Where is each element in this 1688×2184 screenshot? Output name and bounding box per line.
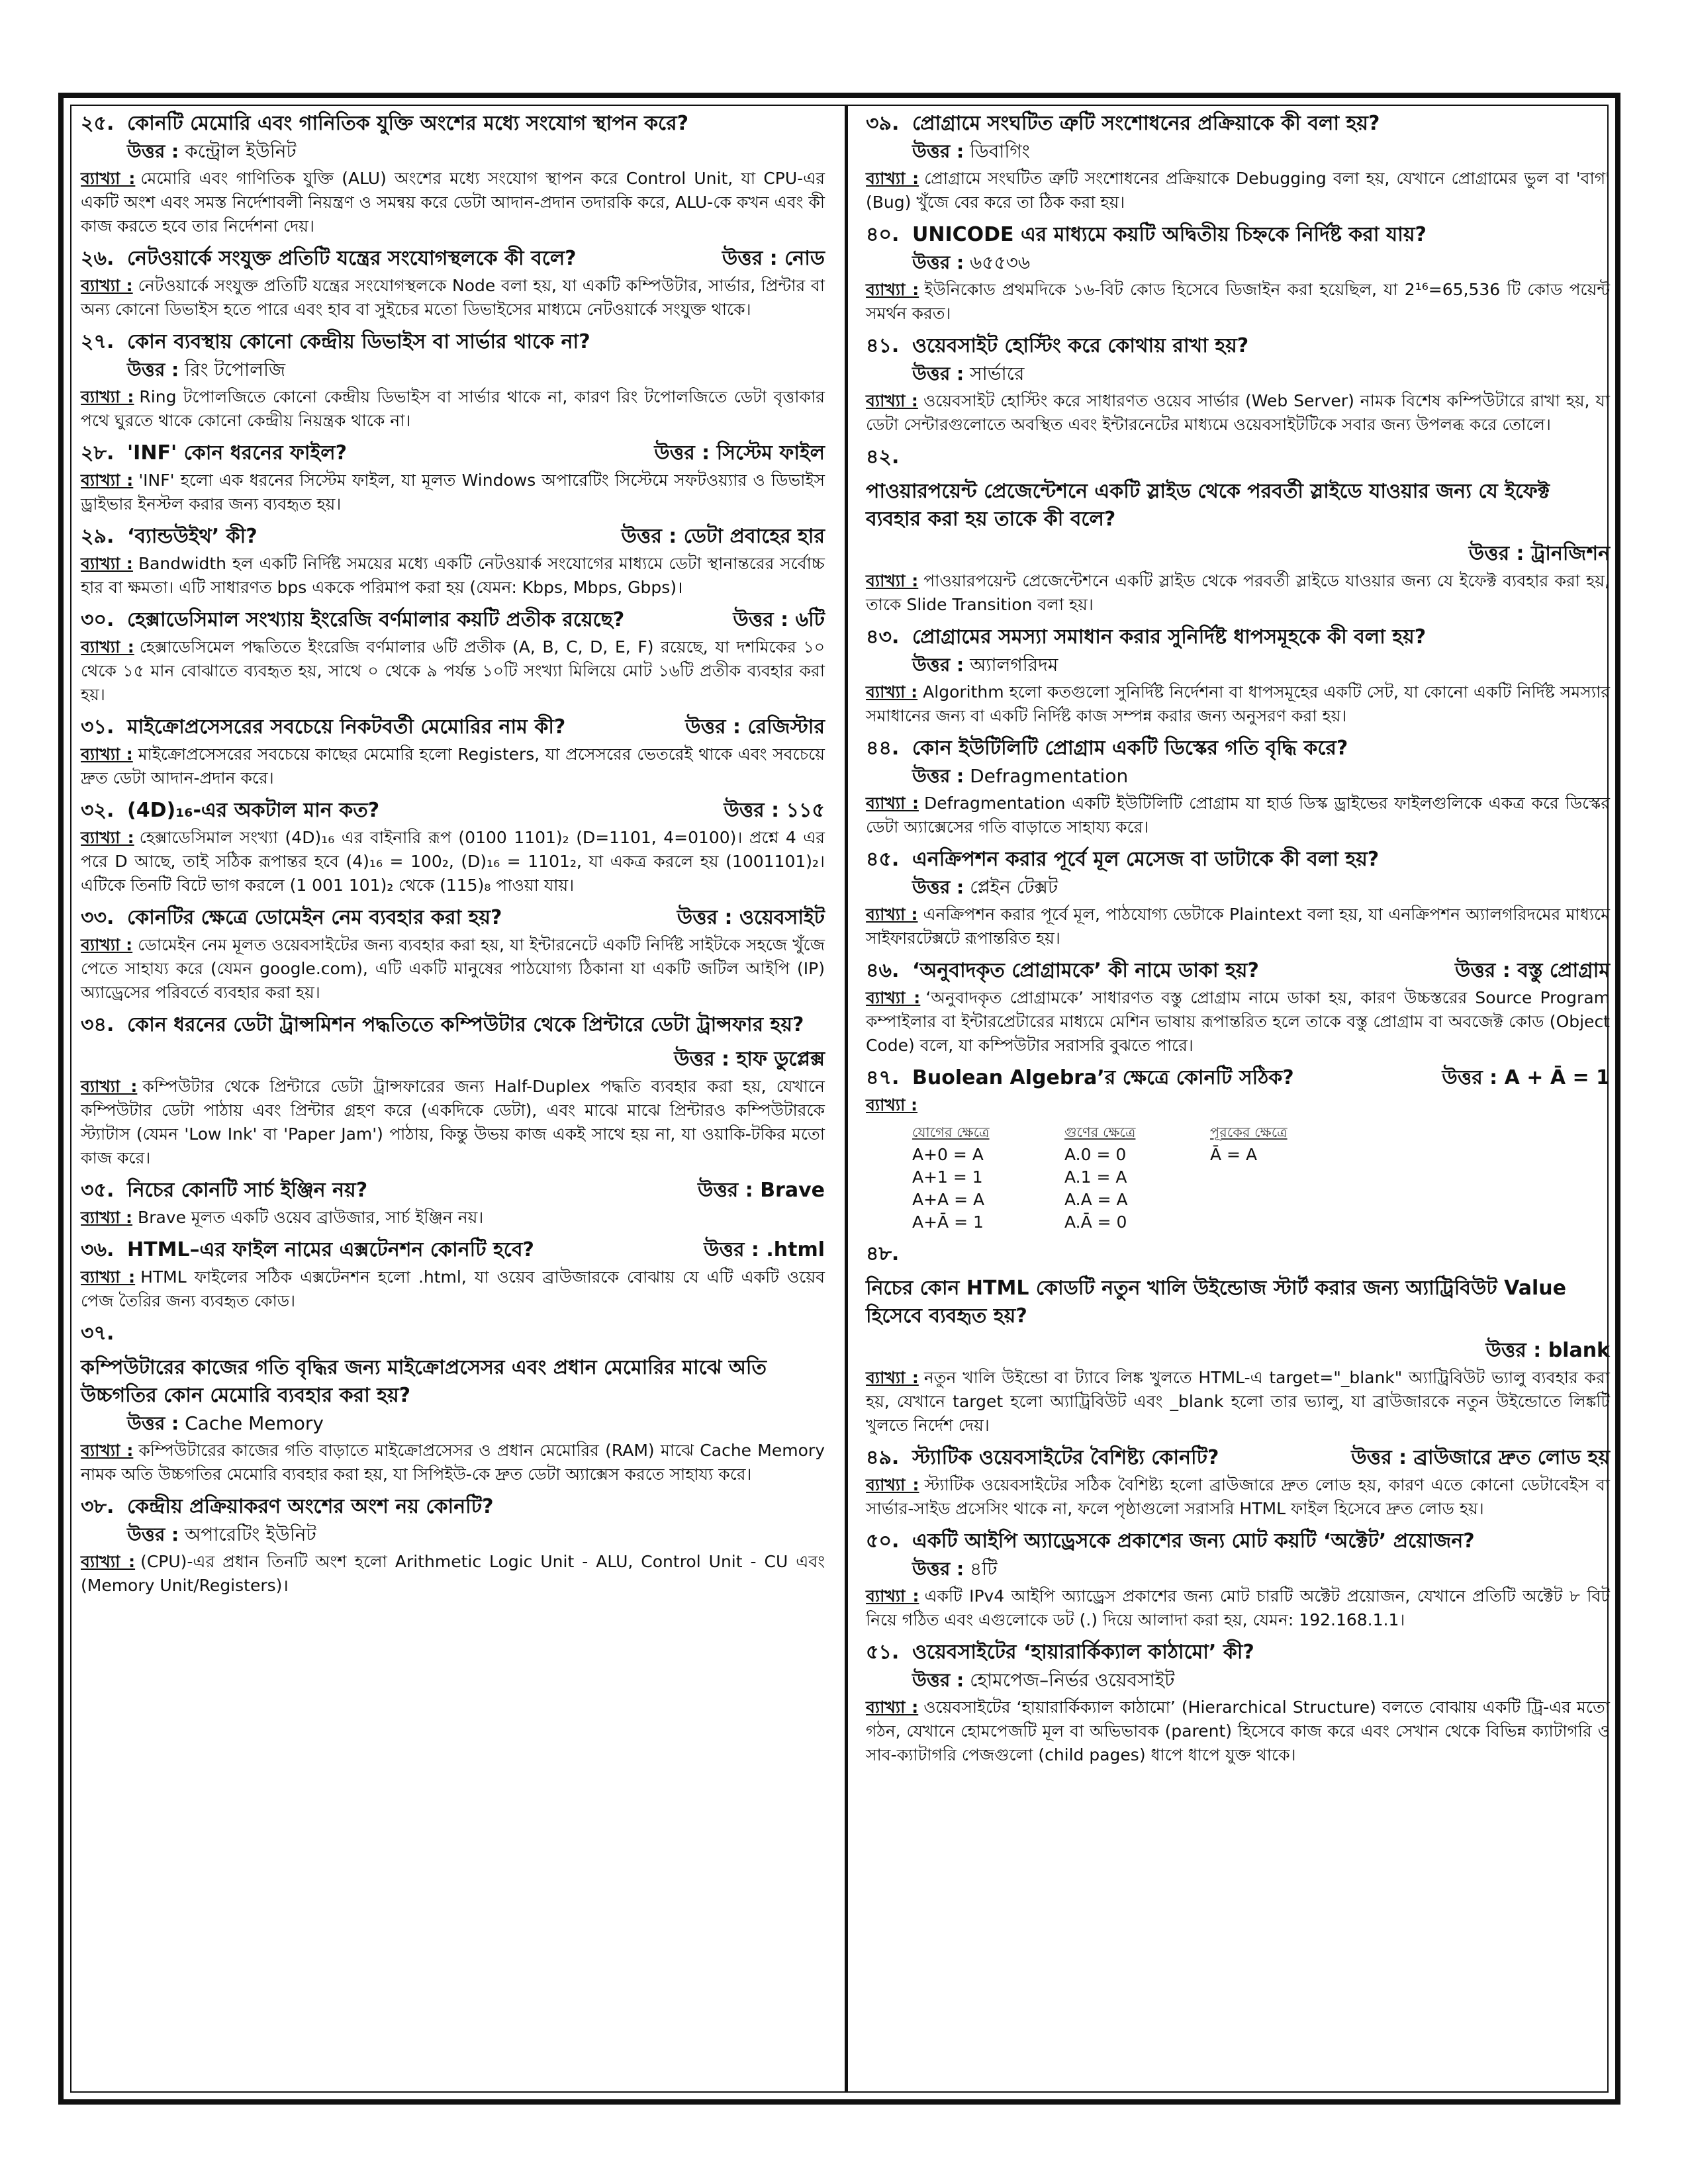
boolean-table-cell: A.Ā = 0 xyxy=(1064,1212,1127,1232)
question-block xyxy=(81,1493,825,1598)
boolean-table-cell: A+A = A xyxy=(912,1190,985,1209)
answer-label: উত্তর : xyxy=(704,1238,759,1261)
answer-value: ৪টি xyxy=(970,1558,998,1580)
explanation xyxy=(866,278,1610,326)
question-text: HTML–এর ফাইল নামের এক্সটেনশন কোনটি হবে? xyxy=(127,1238,534,1261)
answer-label: উত্তর : xyxy=(912,140,964,162)
question-block xyxy=(81,606,825,707)
answer-value: প্লেইন টেক্সট xyxy=(970,876,1058,898)
left-column xyxy=(81,110,825,1604)
answer-value: অপারেটিং ইউনিট xyxy=(185,1524,316,1545)
boolean-table-cell: A+Ā = 1 xyxy=(912,1212,984,1232)
question-block xyxy=(81,328,825,433)
answer-line xyxy=(866,651,1610,679)
explanation xyxy=(81,826,825,897)
explanation-label: ব্যাখ্যা : xyxy=(866,391,918,410)
explanation xyxy=(81,167,825,238)
explanation-label: ব্যাখ্যা : xyxy=(866,682,918,702)
question-block xyxy=(866,1527,1610,1632)
answer-line xyxy=(866,1666,1610,1694)
question-line xyxy=(81,1011,825,1073)
answer-line xyxy=(866,1555,1610,1583)
question-line xyxy=(866,332,1610,360)
explanation-text: ডোমেইন নেম মূলত ওয়েবসাইটের জন্য ব্যবহার করা হয়, যা ইন্টারনেটে একটি নির্দিষ্ট সাইটকে সহজে খুঁজে পেতে সাহায্য করে (যেমন google.com), এটি একটি মানুষের পাঠযোগ্য ঠিকানা যা একটি জটিল আইপি (IP) অ্যাড্রেসের পরিবর্তে ব্যবহার করা হয়। xyxy=(81,935,825,1002)
answer-inline xyxy=(674,1046,825,1073)
question-block xyxy=(81,523,825,600)
question-line xyxy=(81,1493,825,1521)
explanation-label: ব্যাখ্যা : xyxy=(81,935,133,954)
question-text: মাইক্রোপ্রসেসরের সবচেয়ে নিকটবর্তী মেমোরির নাম কী? xyxy=(127,715,566,739)
column-divider xyxy=(845,105,848,2093)
question-number: ৫০. xyxy=(866,1529,900,1553)
explanation-text: ওয়েবসাইটের ‘হায়ারার্কিক্যাল কাঠামো’ (Hierarchical Structure) বলতে বোঝায় একটি ট্রি-এর মতো গঠন, যেখানে হোমপেজটি মূল বা অভিভাবক (parent) হিসেবে কাজ করে এবং সেখান থেকে বিভিন্ন ক্যাটাগরি ও সাব-ক্যাটাগরি পেজগুলো (child pages) ধাপে ধাপে যুক্ত থাকে। xyxy=(866,1698,1610,1764)
question-number: ৩৮. xyxy=(81,1495,115,1518)
answer-value: রেজিস্টার xyxy=(747,715,825,739)
explanation-label: ব্যাখ্যা : xyxy=(81,1552,136,1571)
answer-value: ৬টি xyxy=(795,608,825,631)
answer-label: উত্তর : xyxy=(912,765,964,787)
explanation-label: ব্যাখ্যা : xyxy=(866,1095,918,1115)
question-block xyxy=(81,110,825,238)
question-number: ৪৬. xyxy=(866,959,900,982)
explanation-text: কম্পিউটার থেকে প্রিন্টারে ডেটা ট্রান্সফারের জন্য Half-Duplex পদ্ধতি ব্যবহার করা হয়, যেখানে কম্পিউটার ডেটা পাঠায় এবং প্রিন্টার গ্রহণ করে (একদিকে ডেটা), এবং মাঝে মাঝে প্রিন্টারও কম্পিউটারকে স্ট্যাটাস (যেমন 'Low Ink' বা 'Paper Jam') পাঠায়, কিন্তু উভয় কাজ একই সাথে হয় না, যা ওয়াকি-টকির মতো কাজ করে। xyxy=(81,1077,825,1167)
question-block xyxy=(866,735,1610,839)
question-block xyxy=(866,1240,1610,1437)
question-line xyxy=(866,1639,1610,1666)
answer-value: নোড xyxy=(784,247,825,270)
boolean-table-header: যোগের ক্ষেত্রে xyxy=(912,1124,990,1140)
explanation-text: ওয়েবসাইট হোস্টিং করে সাধারণত ওয়েব সার্ভার (Web Server) নামক বিশেষ কম্পিউটারে রাখা হয়, যা ডেটা সেন্টারগুলোতে অবস্থিত এবং ইন্টারনেটের মাধ্যমে ওয়েবসাইটটিকে সবার জন্য উপলব্ধ করে তোলে। xyxy=(866,391,1610,434)
question-block xyxy=(866,1444,1610,1521)
answer-label: উত্তর : xyxy=(1468,542,1524,565)
question-text: স্ট্যাটিক ওয়েবসাইটের বৈশিষ্ট্য কোনটি? xyxy=(912,1446,1219,1469)
answer-line xyxy=(866,874,1610,901)
question-text: হেক্সাডেসিমাল সংখ্যায় ইংরেজি বর্ণমালার কয়টি প্রতীক রয়েছে? xyxy=(127,608,625,631)
question-block xyxy=(866,623,1610,728)
question-text: কেন্দ্রীয় প্রক্রিয়াকরণ অংশের অংশ নয় কোনটি? xyxy=(127,1495,494,1518)
answer-label: উত্তর : xyxy=(1442,1066,1498,1089)
question-block xyxy=(81,713,825,790)
answer-label: উত্তর : xyxy=(1485,1339,1542,1362)
boolean-table-cell xyxy=(1210,1166,1342,1189)
explanation-text: 'INF' হলো এক ধরনের সিস্টেম ফাইল, যা মূলত Windows অপারেটিং সিস্টেমে সফটওয়্যার ও ডিভাইস ড্রাইভার ইনস্টল করার জন্য ব্যবহৃত হয়। xyxy=(81,471,825,514)
explanation-label: ব্যাখ্যা : xyxy=(81,387,134,406)
explanation-label: ব্যাখ্যা : xyxy=(866,794,919,813)
answer-label: উত্তর : xyxy=(912,363,964,385)
explanation-label: ব্যাখ্যা : xyxy=(81,471,134,490)
explanation-label: ব্যাখ্যা : xyxy=(81,1267,136,1287)
explanation xyxy=(81,635,825,707)
question-number: ৩৩. xyxy=(81,906,115,929)
answer-value: ডিবাগিং xyxy=(970,140,1030,162)
question-block xyxy=(866,221,1610,326)
answer-value: ডেটা প্রবাহের হার xyxy=(683,525,825,548)
answer-inline xyxy=(654,439,825,467)
explanation-label: ব্যাখ্যা : xyxy=(81,1077,138,1096)
question-block xyxy=(866,846,1610,950)
question-number: ২৫. xyxy=(81,112,115,135)
answer-value: ১১৫ xyxy=(786,799,825,822)
question-text: কোনটির ক্ষেত্রে ডোমেইন নেম ব্যবহার করা হয়? xyxy=(127,906,502,929)
answer-label: উত্তর : xyxy=(654,441,710,465)
answer-inline xyxy=(677,904,825,932)
answer-value: হোমপেজ–নির্ভর ওয়েবসাইট xyxy=(970,1669,1175,1691)
answer-inline xyxy=(733,606,825,634)
explanation-text: কম্পিউটারের কাজের গতি বাড়াতে মাইক্রোপ্রসেসর ও প্রধান মেমোরির (RAM) মাঝে Cache Memory নামক অতি উচ্চগতির মেমোরি ব্যবহার করা হয়, যা সিপিইউ-কে দ্রুত ডেটা অ্যাক্সেস করতে সাহায্য করে। xyxy=(81,1441,825,1484)
explanation xyxy=(81,552,825,600)
explanation xyxy=(866,986,1610,1058)
explanation xyxy=(866,1584,1610,1632)
question-block xyxy=(81,904,825,1005)
explanation-text: হেক্সাডেসিমেল পদ্ধতিতে ইংরেজি বর্ণমালার ৬টি প্রতীক (A, B, C, D, E, F) রয়েছে, যা দশমিকের ১০ থেকে ১৫ মান বোঝাতে ব্যবহৃত হয়, সাথে ০ থেকে ৯ পর্যন্ত ১০টি সংখ্যা মিলিয়ে মোট ১৬টি প্রতীক ব্যবহার করা হয়। xyxy=(81,637,825,704)
answer-label: উত্তর : xyxy=(677,906,733,929)
question-text: প্রোগ্রামের সমস্যা সমাধান করার সুনির্দিষ্ট ধাপসমূহকে কী বলা হয়? xyxy=(912,625,1427,649)
question-number: ২৬. xyxy=(81,247,115,270)
answer-inline xyxy=(722,245,825,273)
answer-label: উত্তর : xyxy=(912,251,964,273)
question-number: ৪৩. xyxy=(866,625,900,649)
question-block xyxy=(866,332,1610,437)
answer-value: সিস্টেম ফাইল xyxy=(716,441,825,465)
question-block xyxy=(81,1320,825,1486)
explanation-label: ব্যাখ্যা : xyxy=(866,1698,919,1717)
answer-inline xyxy=(1485,1337,1610,1365)
answer-line xyxy=(81,138,825,165)
answer-value: ওয়েবসাইট xyxy=(739,906,825,929)
question-line xyxy=(866,221,1610,249)
explanation xyxy=(866,1366,1610,1437)
explanation-label: ব্যাখ্যা : xyxy=(81,1208,133,1227)
explanation-text: Brave মূলত একটি ওয়েব ব্রাউজার, সার্চ ইঞ্জিন নয়। xyxy=(138,1208,484,1227)
explanation-text: Ring টপোলজিতে কোনো কেন্দ্রীয় ডিভাইস বা সার্ভার থাকে না, কারণ রিং টপোলজিতে ডেটা বৃত্তাকার পথে ঘুরতে থাকে কোনো কেন্দ্রীয় নিয়ন্ত্রক থাকে না। xyxy=(81,387,825,430)
question-text: কম্পিউটারের কাজের গতি বৃদ্ধির জন্য মাইক্রোপ্রসেসর এবং প্রধান মেমোরির মাঝে অতি উচ্চগতির কোন মেমোরি ব্যবহার করা হয়? xyxy=(81,1356,767,1407)
question-text: কোন ইউটিলিটি প্রোগ্রাম একটি ডিস্কের গতি বৃদ্ধি করে? xyxy=(912,737,1348,760)
answer-value: .html xyxy=(766,1238,825,1261)
explanation-text: মাইক্রোপ্রসেসরের সবচেয়ে কাছের মেমোরি হলো Registers, যা প্রসেসরের ভেতরেই থাকে এবং সবচেয়ে দ্রুত ডেটা আদান-প্রদান করে। xyxy=(81,745,825,788)
answer-inline xyxy=(1469,540,1610,568)
explanation-text: নতুন খালি উইন্ডো বা ট্যাবে লিঙ্ক খুলতে HTML-এ target="_blank" অ্যাট্রিবিউট ভ্যালু ব্যবহার করা হয়, যেখানে target হলো অ্যাট্রিবিউট এবং _blank হলো তার ভ্যালু, যা ব্রাউজারকে নতুন উইন্ডোতে লিঙ্কটি খুলতে নির্দেশ দেয়। xyxy=(866,1368,1610,1435)
boolean-table-header: পূরকের ক্ষেত্রে xyxy=(1210,1124,1288,1140)
question-number: ৪০. xyxy=(866,223,900,246)
answer-value: Defragmentation xyxy=(970,765,1129,787)
question-number: ৪২. xyxy=(866,445,900,469)
question-block xyxy=(866,443,1610,617)
answer-line xyxy=(866,360,1610,388)
question-number: ৫১. xyxy=(866,1641,900,1664)
answer-value: ৬৫৫৩৬ xyxy=(970,251,1031,273)
question-text: এনক্রিপশন করার পূর্বে মূল মেসেজ বা ডাটাকে কী বলা হয়? xyxy=(912,848,1380,871)
explanation-text: Defragmentation একটি ইউটিলিটি প্রোগ্রাম যা হার্ড ডিস্ক ড্রাইভের ফাইলগুলিকে একত্র করে ডিস্কের ডেটা অ্যাক্সেসের গতি বাড়াতে সাহায্য করে। xyxy=(866,794,1610,837)
explanation xyxy=(81,1439,825,1486)
question-number: ৪৭. xyxy=(866,1066,900,1089)
question-block xyxy=(81,1011,825,1170)
question-number: ৪৮. xyxy=(866,1242,900,1265)
boolean-table-cell xyxy=(1210,1211,1342,1234)
explanation-text: স্ট্যাটিক ওয়েবসাইটের সঠিক বৈশিষ্ট্য হলো ব্রাউজারে দ্রুত লোড হয়, কারণ এতে কোনো ডেটাবেইস বা সার্ভার-সাইড প্রসেসিং থাকে না, ফলে পৃষ্ঠাগুলো সরাসরি HTML ফাইল হিসেবে দ্রুত লোড হয়। xyxy=(866,1475,1610,1518)
explanation-label: ব্যাখ্যা : xyxy=(81,637,134,657)
explanation xyxy=(81,1265,825,1313)
boolean-table-cell: A+0 = A xyxy=(912,1145,984,1164)
explanation-label: ব্যাখ্যা : xyxy=(866,169,919,188)
question-number: ৩২. xyxy=(81,799,115,822)
question-number: ৪৯. xyxy=(866,1446,900,1469)
explanation-text: ‘অনুবাদকৃত প্রোগ্রামকে’ সাধারণত বস্তু প্রোগ্রাম নামে ডাকা হয়, কারণ উচ্চস্তরের Source Program কম্পাইলার বা ইন্টারপ্রেটারের মাধ্যমে মেশিন ভাষায় রূপান্তরিত হলে তাকে বস্তু প্রোগ্রাম বা অবজেক্ট কোড (Object Code) বলে, যা কম্পিউটার সরাসরি বুঝতে পারে। xyxy=(866,988,1610,1055)
explanation-text: একটি IPv4 আইপি অ্যাড্রেস প্রকাশের জন্য মোট চারটি অক্টেট প্রয়োজন, যেখানে প্রতিটি অক্টেট ৮ বিট নিয়ে গঠিত এবং এগুলোকে ডট (.) দিয়ে আলাদা করা হয়, যেমন: 192.168.1.1। xyxy=(866,1586,1610,1629)
answer-inline xyxy=(1442,1064,1610,1092)
question-line xyxy=(81,1320,825,1410)
explanation-text: হেক্সাডেসিমাল সংখ্যা (4D)₁₆ এর বাইনারি রূপ (0100 1101)₂ (D=1101, 4=0100)। প্রশ্নে 4 এর পরে D আছে, তাই সঠিক রূপান্তর হবে (4)₁₆ = 100₂, (D)₁₆ = 1101₂, যা একত্র করলে হয় (1001101)₂। এটিকে তিনটি বিটে ভাগ করলে (1 001 101)₂ থেকে (115)₈ পাওয়া যায়। xyxy=(81,828,825,895)
answer-inline xyxy=(685,713,825,741)
explanation xyxy=(81,469,825,516)
answer-value: বস্তু প্রোগ্রাম xyxy=(1517,959,1610,982)
question-line xyxy=(866,1064,1610,1092)
question-number: ৩৯. xyxy=(866,112,900,135)
explanation-text: প্রোগ্রামে সংঘটিত ত্রুটি সংশোধনের প্রক্রিয়াকে Debugging বলা হয়, যেখানে প্রোগ্রামের ভুল বা 'বাগ' (Bug) খুঁজে বের করে তা ঠিক করা হয়। xyxy=(866,169,1610,212)
question-text: ওয়েবসাইট হোস্টিং করে কোথায় রাখা হয়? xyxy=(912,334,1249,357)
answer-label: উত্তর : xyxy=(1454,959,1511,982)
answer-value: ব্রাউজারে দ্রুত লোড হয় xyxy=(1413,1446,1610,1469)
answer-label: উত্তর : xyxy=(697,1179,753,1202)
answer-line xyxy=(866,762,1610,790)
answer-inline xyxy=(1455,957,1610,985)
explanation-text: নেটওয়ার্কে সংযুক্ত প্রতিটি যন্ত্রের সংযোগস্থলকে Node বলা হয়, যা একটি কম্পিউটার, সার্ভার, প্রিন্টার বা অন্য কোনো ডিভাইস হতে পারে এবং হাব বা সুইচের মতো ডিভাইসের মাধ্যমে নেটওয়ার্কে সংযুক্ত থাকে। xyxy=(81,276,825,319)
question-text: প্রোগ্রামে সংঘটিত ত্রুটি সংশোধনের প্রক্রিয়াকে কী বলা হয়? xyxy=(912,112,1380,135)
answer-label: উত্তর : xyxy=(127,1524,179,1545)
answer-label: উত্তর : xyxy=(724,799,780,822)
question-line xyxy=(866,846,1610,874)
right-column xyxy=(866,110,1610,1774)
question-number: ৪৫. xyxy=(866,848,900,871)
answer-value: A + Ā = 1 xyxy=(1504,1066,1610,1089)
answer-value: ট্রানজিশন xyxy=(1531,542,1610,565)
question-text: নেটওয়ার্কে সংযুক্ত প্রতিটি যন্ত্রের সংযোগস্থলকে কী বলে? xyxy=(127,247,577,270)
explanation-label: ব্যাখ্যা : xyxy=(81,554,133,573)
question-block xyxy=(866,957,1610,1058)
answer-label: উত্তর : xyxy=(912,654,964,676)
question-number: ৩৭. xyxy=(81,1322,115,1345)
answer-label: উত্তর : xyxy=(912,1669,964,1691)
boolean-table-cell: A.A = A xyxy=(1064,1190,1128,1209)
answer-value: সার্ভারে xyxy=(970,363,1025,385)
question-block xyxy=(866,1064,1610,1234)
answer-label: উত্তর : xyxy=(127,140,179,162)
question-number: ৪১. xyxy=(866,334,900,357)
question-number: ৩৪. xyxy=(81,1013,115,1036)
boolean-table-cell: A+1 = 1 xyxy=(912,1167,983,1187)
answer-inline xyxy=(698,1177,825,1205)
explanation xyxy=(866,569,1610,617)
answer-value: blank xyxy=(1548,1339,1610,1362)
answer-line xyxy=(866,138,1610,165)
question-line xyxy=(81,797,825,825)
explanation-label: ব্যাখ্যা : xyxy=(81,745,133,764)
explanation xyxy=(81,385,825,433)
question-text: নিচের কোন HTML কোডটি নতুন খালি উইন্ডোজ স্টার্ট করার জন্য অ্যাট্রিবিউট Value হিসেবে ব্যবহৃত হয়? xyxy=(866,1277,1566,1328)
question-number: ২৮. xyxy=(81,441,115,465)
answer-label: উত্তর : xyxy=(685,715,741,739)
explanation xyxy=(81,1206,825,1230)
explanation-text: (CPU)-এর প্রধান তিনটি অংশ হলো Arithmetic Logic Unit - ALU, Control Unit - CU এবং (Memory Unit/Registers)। xyxy=(81,1552,825,1595)
answer-value: Brave xyxy=(760,1179,825,1202)
question-number: ৩১. xyxy=(81,715,115,739)
question-line xyxy=(866,623,1610,651)
answer-value: অ্যালগরিদম xyxy=(970,654,1058,676)
answer-line xyxy=(81,1521,825,1549)
explanation xyxy=(866,1473,1610,1521)
explanation xyxy=(866,1093,1610,1117)
answer-label: উত্তর : xyxy=(127,1412,179,1434)
explanation-label: ব্যাখ্যা : xyxy=(81,276,133,295)
question-line xyxy=(866,1240,1610,1365)
question-line xyxy=(81,245,825,273)
explanation xyxy=(81,274,825,322)
question-line xyxy=(866,443,1610,568)
question-line xyxy=(866,110,1610,138)
question-text: কোন ব্যবস্থায় কোনো কেন্দ্রীয় ডিভাইস বা সার্ভার থাকে না? xyxy=(127,330,590,353)
answer-label: উত্তর : xyxy=(912,876,964,898)
question-line xyxy=(81,110,825,138)
explanation-label: ব্যাখ্যা : xyxy=(81,1441,134,1460)
boolean-law-table xyxy=(912,1121,1610,1234)
answer-line xyxy=(81,356,825,384)
question-line xyxy=(866,1527,1610,1555)
boolean-table-cell: A.0 = 0 xyxy=(1064,1145,1127,1164)
question-text: ‘ব্যান্ডউইথ’ কী? xyxy=(127,525,258,548)
answer-label: উত্তর : xyxy=(733,608,789,631)
answer-label: উত্তর : xyxy=(127,359,179,381)
question-number: ৪৪. xyxy=(866,737,900,760)
question-line xyxy=(81,606,825,634)
question-number: ৩০. xyxy=(81,608,115,631)
answer-label: উত্তর : xyxy=(674,1048,730,1071)
explanation-label: ব্যাখ্যা : xyxy=(866,1368,919,1387)
explanation xyxy=(866,1696,1610,1767)
question-number: ৩৬. xyxy=(81,1238,115,1261)
question-text: কোন ধরনের ডেটা ট্রান্সমিশন পদ্ধতিতে কম্পিউটার থেকে প্রিন্টারে ডেটা ট্রান্সফার হয়? xyxy=(127,1013,804,1036)
explanation-label: ব্যাখ্যা : xyxy=(81,828,134,847)
page-frame xyxy=(58,93,1620,2105)
question-block xyxy=(81,245,825,322)
explanation-text: মেমোরি এবং গাণিতিক যুক্তি (ALU) অংশের মধ্যে সংযোগ স্থাপন করে Control Unit, যা CPU-এর একটি অংশ এবং সমস্ত নির্দেশাবলী নিয়ন্ত্রণ ও সমন্বয় করে ডেটা আদান-প্রদান তদারকি করে, ALU-কে কখন এবং কী কাজ করতে হবে তার নির্দেশনা দেয়। xyxy=(81,169,825,236)
explanation-label: ব্যাখ্যা : xyxy=(866,280,919,299)
question-line xyxy=(81,328,825,356)
question-block xyxy=(81,1177,825,1230)
question-block xyxy=(81,439,825,516)
explanation xyxy=(866,167,1610,214)
explanation-label: ব্যাখ্যা : xyxy=(866,571,919,590)
answer-label: উত্তর : xyxy=(1351,1446,1407,1469)
answer-value: কন্ট্রোল ইউনিট xyxy=(185,140,297,162)
boolean-table-header: গুণের ক্ষেত্রে xyxy=(1064,1124,1136,1140)
answer-value: রিং টপোলজি xyxy=(185,359,286,381)
answer-inline xyxy=(1351,1444,1610,1472)
explanation-label: ব্যাখ্যা : xyxy=(866,1586,919,1606)
question-line xyxy=(81,439,825,467)
question-text: কোনটি মেমোরি এবং গানিতিক যুক্তি অংশের মধ্যে সংযোগ স্থাপন করে? xyxy=(127,112,689,135)
explanation-label: ব্যাখ্যা : xyxy=(866,905,918,924)
explanation xyxy=(81,933,825,1005)
question-text: পাওয়ারপয়েন্ট প্রেজেন্টেশনে একটি স্লাইড থেকে পরবর্তী স্লাইডে যাওয়ার জন্য যে ইফেক্ট ব্যবহার করা হয় তাকে কী বলে? xyxy=(866,480,1550,531)
question-line xyxy=(81,713,825,741)
question-block xyxy=(866,1639,1610,1767)
explanation xyxy=(866,792,1610,839)
explanation-label: ব্যাখ্যা : xyxy=(866,1475,919,1494)
question-line xyxy=(866,735,1610,762)
explanation xyxy=(81,1550,825,1598)
answer-inline xyxy=(622,523,825,551)
explanation xyxy=(866,680,1610,728)
explanation xyxy=(81,1075,825,1170)
answer-label: উত্তর : xyxy=(912,1558,964,1580)
question-text: 'INF' কোন ধরনের ফাইল? xyxy=(127,441,347,465)
question-block xyxy=(866,110,1610,214)
question-block xyxy=(81,1236,825,1313)
boolean-table-cell xyxy=(1210,1189,1342,1211)
answer-line xyxy=(81,1410,825,1437)
question-line xyxy=(81,904,825,932)
explanation-text: HTML ফাইলের সঠিক এক্সটেনশন হলো .html, যা ওয়েব ব্রাউজারকে বোঝায় যে এটি একটি ওয়েব পেজ তৈরির জন্য ব্যবহৃত কোড। xyxy=(81,1267,825,1310)
explanation-label: ব্যাখ্যা : xyxy=(866,988,921,1007)
explanation-text: Bandwidth হল একটি নির্দিষ্ট সময়ের মধ্যে একটি নেটওয়ার্ক সংযোগের মাধ্যমে ডেটা স্থানান্তরের সর্বোচ্চ হার বা ক্ষমতা। এটি সাধারণত bps এককে পরিমাপ করা হয় (যেমন: Kbps, Mbps, Gbps)। xyxy=(81,554,825,597)
explanation-text: পাওয়ারপয়েন্ট প্রেজেন্টেশনে একটি স্লাইড থেকে পরবর্তী স্লাইডে যাওয়ার জন্য যে ইফেক্ট ব্যবহার করা হয়, তাকে Slide Transition বলা হয়। xyxy=(866,571,1610,614)
question-line xyxy=(866,1444,1610,1472)
explanation-text: এনক্রিপশন করার পূর্বে মূল, পাঠযোগ্য ডেটাকে Plaintext বলা হয়, যা এনক্রিপশন অ্যালগরিদমের মাধ্যমে সাইফারটেক্সটে রূপান্তরিত হয়। xyxy=(866,905,1610,948)
answer-label: উত্তর : xyxy=(722,247,778,270)
question-number: ২৯. xyxy=(81,525,115,548)
question-line xyxy=(866,957,1610,985)
answer-value: হাফ ডুপ্লেক্স xyxy=(736,1048,825,1071)
question-line xyxy=(81,1236,825,1264)
explanation-text: ইউনিকোড প্রথমদিকে ১৬-বিট কোড হিসেবে ডিজাইন করা হয়েছিল, যা 2¹⁶=65,536 টি কোড পয়েন্ট সমর্থন করত। xyxy=(866,280,1610,323)
boolean-table-cell: Ā = A xyxy=(1210,1145,1258,1164)
question-line xyxy=(81,1177,825,1205)
answer-label: উত্তর : xyxy=(621,525,677,548)
answer-value: Cache Memory xyxy=(185,1412,324,1434)
question-text: নিচের কোনটি সার্চ ইঞ্জিন নয়? xyxy=(127,1179,368,1202)
question-line xyxy=(81,523,825,551)
question-text: ‘অনুবাদকৃত প্রোগ্রামকে’ কী নামে ডাকা হয়? xyxy=(912,959,1259,982)
question-number: ৩৫. xyxy=(81,1179,115,1202)
question-number: ২৭. xyxy=(81,330,115,353)
boolean-table-cell: A.1 = A xyxy=(1064,1167,1127,1187)
answer-line xyxy=(866,249,1610,277)
question-text: (4D)₁₆-এর অকটাল মান কত? xyxy=(127,799,380,822)
question-text: ওয়েবসাইটের ‘হায়ারার্কিক্যাল কাঠামো’ কী? xyxy=(912,1641,1254,1664)
question-text: UNICODE এর মাধ্যমে কয়টি অদ্বিতীয় চিহ্নকে নির্দিষ্ট করা যায়? xyxy=(912,223,1427,246)
answer-inline xyxy=(704,1236,825,1264)
explanation-label: ব্যাখ্যা : xyxy=(81,169,136,188)
explanation xyxy=(81,743,825,790)
question-text: একটি আইপি অ্যাড্রেসকে প্রকাশের জন্য মোট কয়টি ‘অক্টেট’ প্রয়োজন? xyxy=(912,1529,1475,1553)
question-text: Buolean Algebra’র ক্ষেত্রে কোনটি সঠিক? xyxy=(912,1066,1294,1089)
explanation-text: Algorithm হলো কতগুলো সুনির্দিষ্ট নির্দেশনা বা ধাপসমূহের একটি সেট, যা কোনো একটি নির্দিষ্ট সমস্যার সমাধানের জন্য বা একটি নির্দিষ্ট কাজ সম্পন্ন করার জন্য অনুসরণ করা হয়। xyxy=(866,682,1610,725)
explanation xyxy=(866,389,1610,437)
answer-inline xyxy=(724,797,825,825)
question-block xyxy=(81,797,825,897)
explanation xyxy=(866,903,1610,950)
